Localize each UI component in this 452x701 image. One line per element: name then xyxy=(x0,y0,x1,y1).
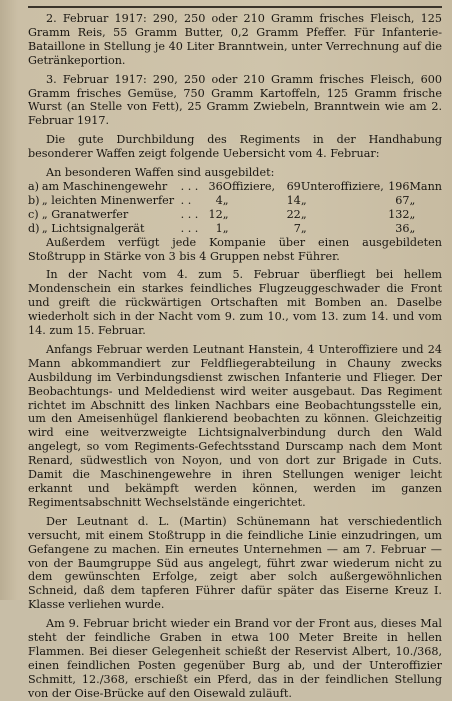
stosstrupp-paragraph: Außerdem verfügt jede Kompanie über einen ausgebildeten Stoßtrupp in Stärke von 3 bis 4 Gruppen nebst Führer. xyxy=(28,235,442,263)
raid-paragraph: Der Leutnant d. L. (Martin) Schünemann hat verschiedentlich versucht, mit einem Stoßtrupp in die feindliche Linie einzudringen, um Gefangene zu machen. Ein erneutes Unternehmen — am 7. Februar — von der Baumgruppe Süd aus angelegt, führt zwar wiederum nicht zu dem gewünschten Erfolge, zeigt aber solch außergewöhnlichen Schneid, daß dem tapferen Führer dafür später das Eiserne Kreuz I. Klasse verliehen wurde. xyxy=(28,514,442,612)
ration-paragraph-feb-3: 3. Februar 1917: 290, 250 oder 210 Gramm frisches Fleisch, 600 Gramm frisches Gemüse, 750 Gramm Kartoffeln, 125 Gramm frische Wurst (an Stelle von Fett), 25 Gramm Zwiebeln, Branntwein wie am 2. Februar 1917. xyxy=(28,72,442,128)
weapons-heading: An besonderen Waffen sind ausgebildet: xyxy=(46,166,275,180)
table-row: b) „ leichten Minenwerfer . . 4 „ 14 „ 67 „ xyxy=(28,193,416,207)
table-row: d) „ Lichtsignalgerät . . . 1 „ 7 „ 36 „ xyxy=(28,221,416,235)
ration-paragraph-feb-2: 2. Februar 1917: 290, 250 oder 210 Gramm frisches Fleisch, 125 Gramm Reis, 55 Gramm Butter, 0,2 Gramm Pfeffer. Für Infanterie-Bataillone in Stellung je 40 Liter Branntwein, unter Verrechnung auf die Getränkeportion. xyxy=(28,12,442,67)
table-row: a) am Maschinengewehr . . . 36 Offiziere, 69 Unteroffiziere, 196 Mann xyxy=(28,179,442,193)
top-rule xyxy=(28,6,442,8)
weapons-table xyxy=(28,180,442,236)
table-row: c) „ Granatwerfer . . . 12 „ 22 „ 132 „ xyxy=(28,207,416,221)
page-text xyxy=(28,12,442,701)
observation-paragraph: Anfangs Februar werden Leutnant Hanstein, 4 Unteroffiziere und 24 Mann abkommandiert zur Feldfliegerabteilung in Chauny zwecks Ausbildung im Verbindungsdienst zwischen Infanterie und Flieger. Der Beobachtungs- und Meldedienst wird weiter ausgebaut. Das Regiment richtet im Abschnitt des linken Nachbars eine Beobachtungsstelle ein, um den Ameisenhügel flankierend beobachten zu können. Gleichzeitig wird eine weitverzweigte Lichtsignalverbindung durch den Wald angelegt, so vom Regiments-Gefechtsstand Durscamp nach dem Mont Renard, südwestlich von Noyon, und von dort zur Brigade in Cuts. Damit die Maschinengewehre in ihren Stellungen weniger leicht erkannt und bekämpft werden können, werden im ganzen Regimentsabschnitt Wechselstände eingerichtet. xyxy=(28,342,442,509)
air-raid-paragraph: In der Nacht vom 4. zum 5. Februar überfliegt bei hellem Mondenschein ein starkes feindliches Flugzeuggeschwader die Front und greift die rückwärtigen Ortschaften mit Bomben an. Daselbe wiederholt sich in der Nacht vom 9. zum 10., vom 13. zum 14. und vom 14. zum 15. Februar. xyxy=(28,268,442,338)
weapons-intro-paragraph: Die gute Durchbildung des Regiments in der Handhabung besonderer Waffen zeigt folgende Uebersicht vom 4. Februar: xyxy=(28,133,442,161)
fire-paragraph: Am 9. Februar bricht wieder ein Brand vor der Front aus, dieses Mal steht der feindliche Graben in etwa 100 Meter Breite in hellen Flammen. Bei dieser Gelegenheit schießt der Reservist Albert, 10./368, einen feindlichen Posten gegenüber Burg ab, und der Unteroffizier Schmitt, 12./368, erschießt ein Pferd, das in der feindlichen Stellung von der Oise-Brücke auf den Oisewald zuläuft. xyxy=(28,617,442,700)
